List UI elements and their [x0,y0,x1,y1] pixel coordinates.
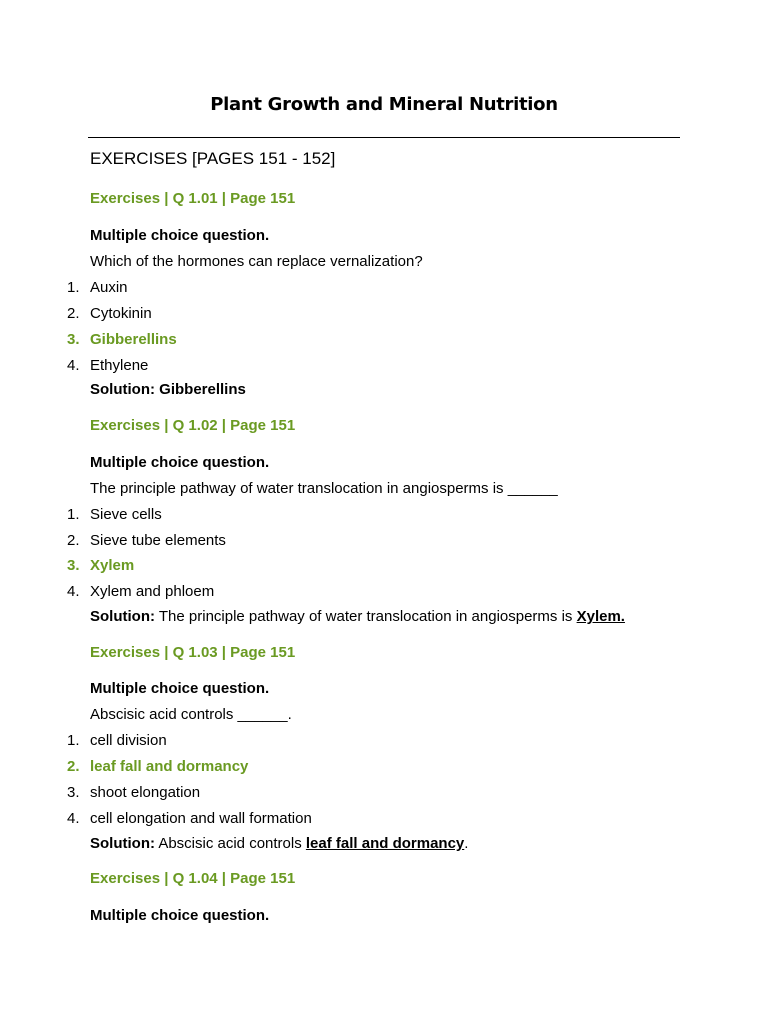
solution-label: Solution: [90,835,155,852]
solution-text: The principle pathway of water translocation in angiosperms is [154,608,577,625]
question-prompt: Abscisic acid controls ______. [90,706,292,723]
option-number: 1. [67,506,80,523]
option-number: 2. [67,532,80,549]
option-number: 4. [67,810,80,827]
question-prompt: The principle pathway of water translocation in angiosperms is ______ [90,480,558,497]
option-text-correct: Xylem [90,557,135,574]
option-text: shoot elongation [90,784,201,801]
page-title: Plant Growth and Mineral Nutrition [210,94,558,115]
solution-label: Solution: [90,608,155,625]
question-type: Multiple choice question. [90,680,270,697]
option-text: Xylem and phloem [90,583,215,600]
option-number: 2. [67,305,80,322]
question-type: Multiple choice question. [90,907,270,924]
option-text-correct: Gibberellins [90,331,177,348]
option-text-correct: leaf fall and dormancy [90,758,249,775]
option-number: 4. [67,357,80,374]
solution [90,608,625,625]
option-text: cell division [90,732,167,749]
question-type: Multiple choice question. [90,227,270,244]
question-header[interactable]: Exercises | Q 1.04 | Page 151 [90,870,296,887]
solution-label: Solution: [90,381,155,398]
option-text: Ethylene [90,357,149,374]
solution-text: Abscisic acid controls [154,835,306,852]
option-number: 1. [67,732,80,749]
option-text: Sieve cells [90,506,162,523]
option-text: cell elongation and wall formation [90,810,312,827]
option-number-correct: 2. [67,758,80,775]
option-number: 1. [67,279,80,296]
option-text: Sieve tube elements [90,532,226,549]
option-number-correct: 3. [67,557,80,574]
solution [90,381,246,398]
solution [90,835,468,852]
question-header[interactable]: Exercises | Q 1.03 | Page 151 [90,644,296,661]
solution-answer: leaf fall and dormancy [305,835,465,852]
solution-answer: Gibberellins [159,381,246,398]
option-number-correct: 3. [67,331,80,348]
option-text: Cytokinin [90,305,152,322]
option-number: 3. [67,784,80,801]
question-header[interactable]: Exercises | Q 1.02 | Page 151 [90,417,296,434]
section-heading: EXERCISES [PAGES 151 - 152] [90,149,336,168]
question-header[interactable]: Exercises | Q 1.01 | Page 151 [90,190,296,207]
option-number: 4. [67,583,80,600]
solution-tail: . [464,835,469,852]
title-divider [88,137,680,138]
option-text: Auxin [90,279,128,296]
question-type: Multiple choice question. [90,454,270,471]
solution-answer: Xylem. [576,608,625,625]
question-prompt: Which of the hormones can replace vernalization? [90,253,423,270]
